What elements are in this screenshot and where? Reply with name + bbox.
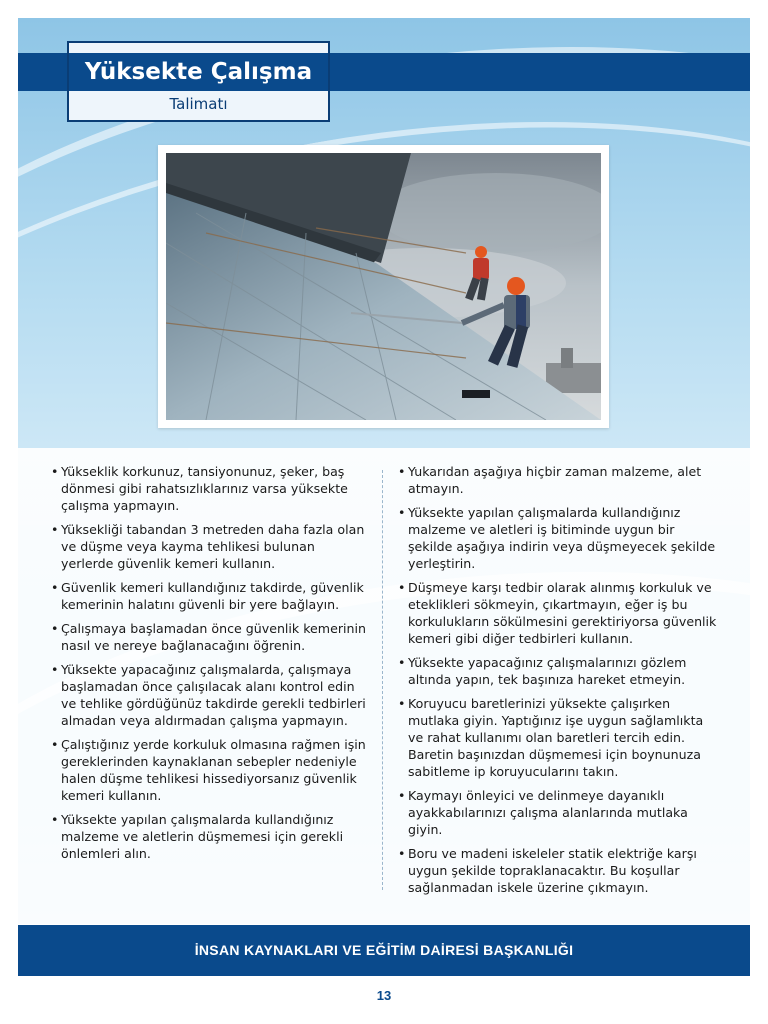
list-item: • Yükseklik korkunuz, tansiyonunuz, şeker, baş dönmesi gibi rahatsızlıklarınız varsa yüksekte çalışma yapmayın.: [51, 463, 366, 514]
list-item: • Kaymayı önleyici ve delinmeye dayanıklı ayakkabılarınızı çalışma alanlarında mutlaka giyin.: [398, 787, 720, 838]
right-instructions-column: [398, 463, 720, 903]
list-item: • Yüksekte yapılan çalışmalarda kullandığınız malzeme ve aletlerin düşmemesi için gerekli önlemleri alın.: [51, 811, 366, 862]
list-item: • Çalıştığınız yerde korkuluk olmasına rağmen işin gereklerinden kaynaklanan sebepler nedeniyle halen düşme tehlikesi hissediyorsanız güvenlik kemeri kullanın.: [51, 736, 366, 804]
photo-frame: [158, 145, 609, 428]
list-item: • Yüksekte yapılan çalışmalarda kullandığınız malzeme ve aletleri iş bitiminde uygun bir şekilde aşağıya indirin veya düşmeyecek şekilde yerleştirin.: [398, 504, 720, 572]
left-instructions-column: [51, 463, 366, 869]
title-box: [67, 41, 330, 122]
footer-banner: İNSAN KAYNAKLARI VE EĞİTİM DAİRESİ BAŞKANLIĞI: [18, 925, 750, 976]
list-item: • Düşmeye karşı tedbir olarak alınmış korkuluk ve eteklikleri sökmeyin, çıkartmayın, eğer iş bu korkulukların sökülmesini gerektiriyorsa güvenlik kemeri gibi diğer tedbirleri kullanın.: [398, 579, 720, 647]
list-item: • Boru ve madeni iskeleler statik elektriğe karşı uygun şekilde topraklanacaktır. Bu koşullar sağlanmadan iskele üzerine çıkmayın.: [398, 845, 720, 896]
column-divider: [382, 470, 383, 890]
page-title: Yüksekte Çalışma: [69, 53, 328, 91]
list-item: • Yüksekliği tabandan 3 metreden daha fazla olan ve düşme veya kayma tehlikesi bulunan yerlerde güvenlik kemeri kullanın.: [51, 521, 366, 572]
list-item: • Koruyucu baretlerinizi yüksekte çalışırken mutlaka giyin. Yaptığınız işe uygun sağlamlıkta ve rahat kullanımı olan baretleri tercih edin. Baretin başınızdan düşmemesi için boynunuza sabitleme ip koruyucularını takın.: [398, 695, 720, 780]
list-item: • Çalışmaya başlamadan önce güvenlik kemerinin nasıl ve nereye bağlanacağını öğrenin.: [51, 620, 366, 654]
instruction-list: [398, 463, 720, 896]
list-item: • Yüksekte yapacağınız çalışmalarınızı gözlem altında yapın, tek başınıza hareket etmeyin.: [398, 654, 720, 688]
page-subtitle: Talimatı: [169, 95, 228, 113]
list-item: • Yüksekte yapacağınız çalışmalarda, çalışmaya başlamadan önce çalışılacak alanı kontrol edin ve tehlike gördüğünüz takdirde gerekli tedbirleri almadan veya aldırmadan çalışma yapmayın.: [51, 661, 366, 729]
list-item: • Yukarıdan aşağıya hiçbir zaman malzeme, alet atmayın.: [398, 463, 720, 497]
workers-on-glass-building-image: [166, 153, 601, 420]
instruction-list: [51, 463, 366, 862]
list-item: • Güvenlik kemeri kullandığınız takdirde, güvenlik kemerinin halatını güvenli bir yere bağlayın.: [51, 579, 366, 613]
page-number: 13: [376, 988, 392, 1003]
